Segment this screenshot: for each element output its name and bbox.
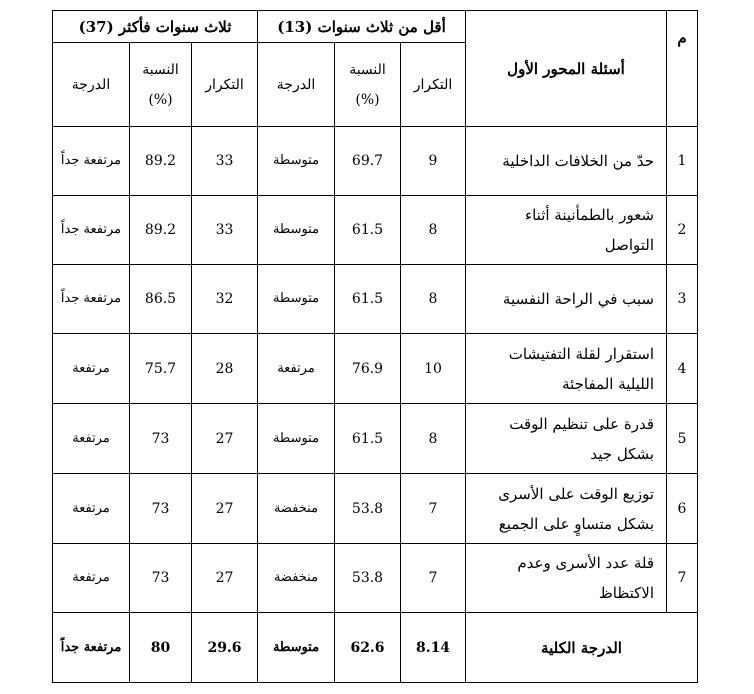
total-label: الدرجة الكلية bbox=[466, 613, 698, 683]
row-pct-more: 89.2 bbox=[130, 127, 192, 196]
row-pct-more: 73 bbox=[130, 404, 192, 474]
row-degree-more: مرتفعة bbox=[53, 474, 130, 544]
header-index: م bbox=[667, 11, 698, 127]
table-row bbox=[53, 265, 698, 334]
row-pct-less: 53.8 bbox=[335, 474, 401, 544]
row-pct-more: 75.7 bbox=[130, 334, 192, 404]
row-pct-more: 89.2 bbox=[130, 196, 192, 265]
row-degree-more: مرتفعة bbox=[53, 334, 130, 404]
total-freq-less: 8.14 bbox=[401, 613, 466, 683]
row-degree-less: منخفضة bbox=[258, 544, 335, 613]
row-index: 1 bbox=[667, 127, 698, 196]
row-freq-less: 9 bbox=[401, 127, 466, 196]
row-pct-less: 53.8 bbox=[335, 544, 401, 613]
row-index: 5 bbox=[667, 404, 698, 474]
row-pct-more: 86.5 bbox=[130, 265, 192, 334]
row-pct-less: 76.9 bbox=[335, 334, 401, 404]
table-row bbox=[53, 404, 698, 474]
header-pct-label: النسبة bbox=[349, 61, 386, 78]
table-row bbox=[53, 196, 698, 265]
results-table bbox=[52, 10, 698, 683]
row-index: 2 bbox=[667, 196, 698, 265]
total-degree-less: متوسطة bbox=[258, 613, 335, 683]
row-degree-more: مرتفعة bbox=[53, 404, 130, 474]
table-row bbox=[53, 127, 698, 196]
header-pct-more bbox=[130, 43, 192, 127]
header-pct-label: النسبة bbox=[142, 61, 179, 78]
row-pct-less: 61.5 bbox=[335, 265, 401, 334]
row-index: 4 bbox=[667, 334, 698, 404]
row-freq-more: 32 bbox=[192, 265, 258, 334]
row-pct-less: 61.5 bbox=[335, 196, 401, 265]
row-index: 3 bbox=[667, 265, 698, 334]
row-question: قدرة على تنظيم الوقت بشكل جيد bbox=[466, 404, 667, 474]
row-index: 7 bbox=[667, 544, 698, 613]
row-degree-less: متوسطة bbox=[258, 127, 335, 196]
row-freq-less: 8 bbox=[401, 404, 466, 474]
header-degree-more: الدرجة bbox=[53, 43, 130, 127]
total-pct-more: 80 bbox=[130, 613, 192, 683]
table-row bbox=[53, 334, 698, 404]
header-pct-unit: (%) bbox=[148, 91, 173, 108]
row-degree-less: متوسطة bbox=[258, 196, 335, 265]
row-question: توزيع الوقت على الأسرى بشكل متساوٍ على الجميع bbox=[466, 474, 667, 544]
table-row bbox=[53, 544, 698, 613]
header-freq-less: التكرار bbox=[401, 43, 466, 127]
row-degree-more: مرتفعة جداً bbox=[53, 127, 130, 196]
row-degree-less: متوسطة bbox=[258, 265, 335, 334]
row-freq-less: 8 bbox=[401, 265, 466, 334]
row-freq-more: 28 bbox=[192, 334, 258, 404]
header-group-more: ثلاث سنوات فأكثر (37) bbox=[53, 11, 258, 43]
row-freq-less: 7 bbox=[401, 474, 466, 544]
row-pct-less: 69.7 bbox=[335, 127, 401, 196]
row-degree-more: مرتفعة جداً bbox=[53, 196, 130, 265]
row-freq-more: 33 bbox=[192, 196, 258, 265]
row-degree-less: مرتفعة bbox=[258, 334, 335, 404]
row-degree-less: متوسطة bbox=[258, 404, 335, 474]
row-question: سبب في الراحة النفسية bbox=[466, 265, 667, 334]
row-freq-less: 10 bbox=[401, 334, 466, 404]
row-index: 6 bbox=[667, 474, 698, 544]
row-pct-less: 61.5 bbox=[335, 404, 401, 474]
total-degree-more: مرتفعة جداً bbox=[53, 613, 130, 683]
row-freq-more: 33 bbox=[192, 127, 258, 196]
row-question: قلة عدد الأسرى وعدم الاكتظاظ bbox=[466, 544, 667, 613]
row-freq-less: 7 bbox=[401, 544, 466, 613]
row-freq-more: 27 bbox=[192, 404, 258, 474]
row-freq-more: 27 bbox=[192, 474, 258, 544]
row-question: شعور بالطمأنينة أثناء التواصل bbox=[466, 196, 667, 265]
row-freq-more: 27 bbox=[192, 544, 258, 613]
row-degree-less: منخفضة bbox=[258, 474, 335, 544]
row-freq-less: 8 bbox=[401, 196, 466, 265]
header-freq-more: التكرار bbox=[192, 43, 258, 127]
header-pct-unit: (%) bbox=[355, 91, 380, 108]
total-pct-less: 62.6 bbox=[335, 613, 401, 683]
row-pct-more: 73 bbox=[130, 544, 192, 613]
row-question: استقرار لقلة التفتيشات الليلية المفاجئة bbox=[466, 334, 667, 404]
header-question: أسئلة المحور الأول bbox=[466, 11, 667, 127]
row-degree-more: مرتفعة جداً bbox=[53, 265, 130, 334]
total-row bbox=[53, 613, 698, 683]
table-row bbox=[53, 474, 698, 544]
header-pct-less bbox=[335, 43, 401, 127]
row-question: حدّ من الخلافات الداخلية bbox=[466, 127, 667, 196]
header-degree-less: الدرجة bbox=[258, 43, 335, 127]
row-degree-more: مرتفعة bbox=[53, 544, 130, 613]
total-freq-more: 29.6 bbox=[192, 613, 258, 683]
header-group-less: أقل من ثلاث سنوات (13) bbox=[258, 11, 466, 43]
row-pct-more: 73 bbox=[130, 474, 192, 544]
